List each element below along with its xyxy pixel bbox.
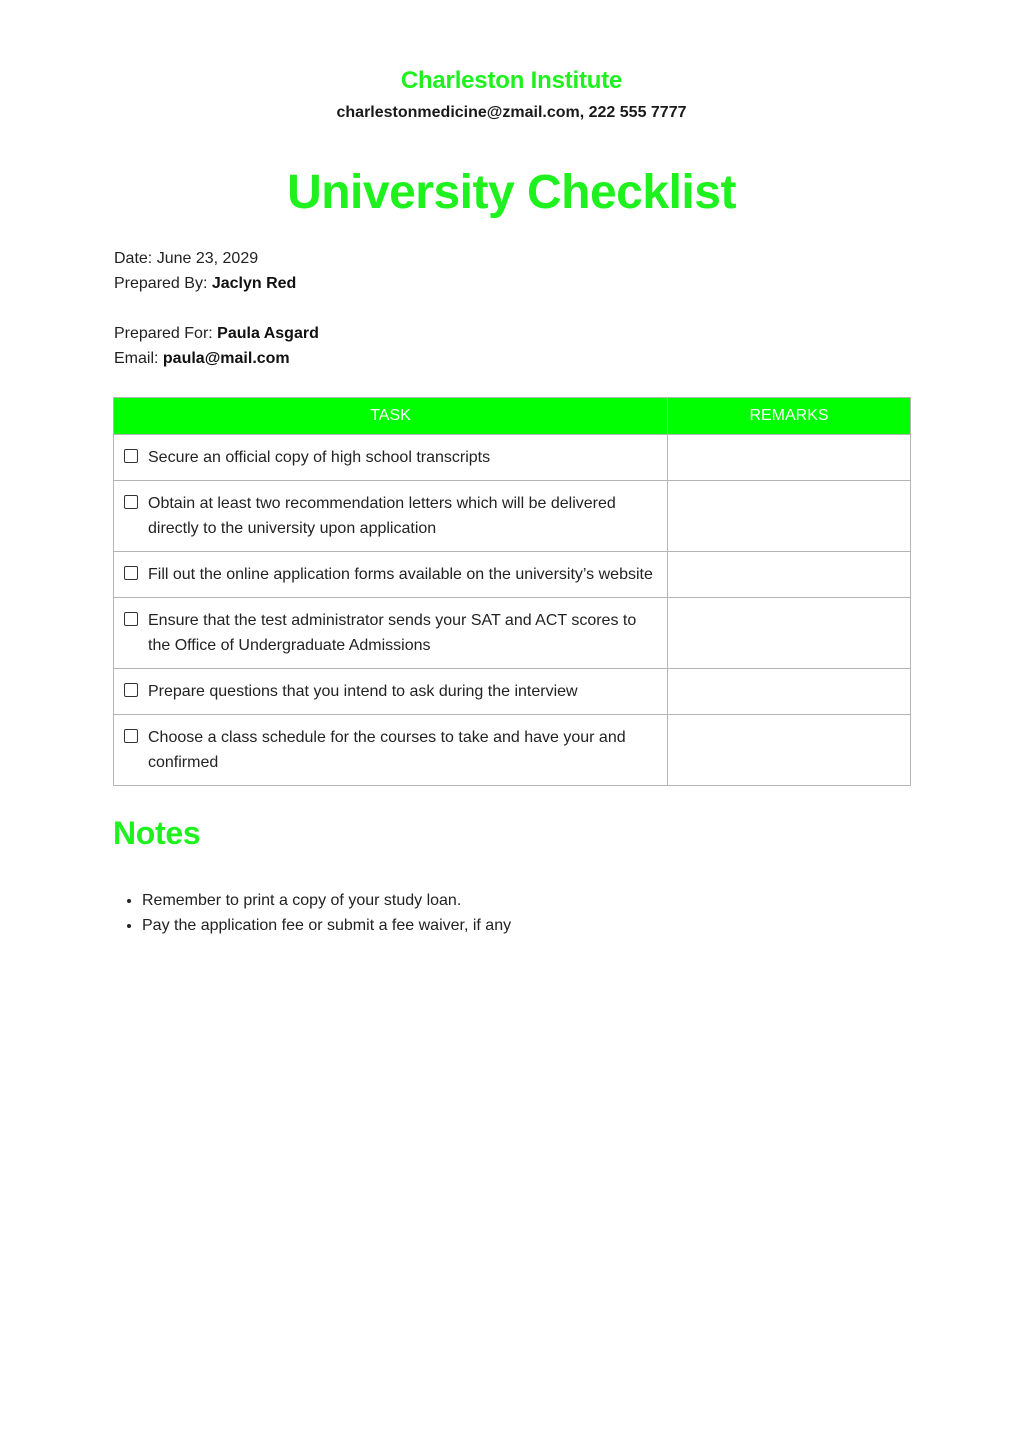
table-row (114, 715, 911, 786)
date-value: June 23, 2029 (156, 250, 259, 267)
task-checkbox[interactable] (124, 495, 138, 509)
task-column-header: TASK (114, 398, 668, 435)
task-text: Secure an official copy of high school transcripts (148, 449, 491, 466)
task-checkbox[interactable] (124, 612, 138, 626)
remarks-cell[interactable] (668, 598, 911, 669)
task-checkbox[interactable] (124, 729, 138, 743)
task-cell (114, 715, 668, 786)
table-row (114, 598, 911, 669)
document-title: University Checklist (287, 166, 736, 219)
table-row (114, 669, 911, 715)
task-cell (114, 552, 668, 598)
remarks-cell[interactable] (668, 481, 911, 552)
prepared-for-value: Paula Asgard (217, 325, 319, 342)
prepared-for-label: Prepared For: (114, 325, 213, 342)
task-cell (114, 435, 668, 481)
task-text: Obtain at least two recommendation letters which will be delivered directly to the university upon application (148, 495, 616, 537)
prepared-by-value: Jaclyn Red (211, 275, 297, 292)
task-text: Ensure that the test administrator sends your SAT and ACT scores to the Office of Undergraduate Admissions (148, 612, 637, 654)
email-value: paula@mail.com (162, 350, 290, 367)
remarks-column-header: REMARKS (668, 398, 911, 435)
table-row (114, 435, 911, 481)
list-item: • Remember to print a copy of your study loan. (142, 888, 511, 913)
organization-contact: charlestonmedicine@zmail.com, 222 555 7777 (336, 104, 687, 121)
task-text: Prepare questions that you intend to ask during the interview (148, 683, 578, 700)
task-checkbox[interactable] (124, 566, 138, 580)
table-header-row (114, 398, 911, 435)
checklist-table (113, 397, 911, 786)
date-label: Date: (114, 250, 153, 267)
remarks-cell[interactable] (668, 715, 911, 786)
prepared-for-line (114, 325, 319, 343)
email-line (114, 350, 290, 368)
organization-name: Charleston Institute (400, 67, 623, 94)
email-label: Email: (114, 350, 159, 367)
task-cell (114, 669, 668, 715)
remarks-cell[interactable] (668, 435, 911, 481)
remarks-cell[interactable] (668, 552, 911, 598)
table-row (114, 552, 911, 598)
remarks-cell[interactable] (668, 669, 911, 715)
prepared-by-label: Prepared By: (114, 275, 208, 292)
task-text: Choose a class schedule for the courses to take and have your and confirmed (148, 729, 626, 771)
notes-list (113, 888, 511, 938)
task-text: Fill out the online application forms available on the university’s website (148, 566, 653, 583)
list-item: • Pay the application fee or submit a fee waiver, if any (142, 913, 511, 938)
task-cell (114, 598, 668, 669)
task-checkbox[interactable] (124, 449, 138, 463)
task-cell (114, 481, 668, 552)
date-line (114, 250, 258, 268)
task-checkbox[interactable] (124, 683, 138, 697)
prepared-by-line (114, 275, 296, 293)
table-row (114, 481, 911, 552)
notes-heading: Notes (113, 815, 201, 851)
